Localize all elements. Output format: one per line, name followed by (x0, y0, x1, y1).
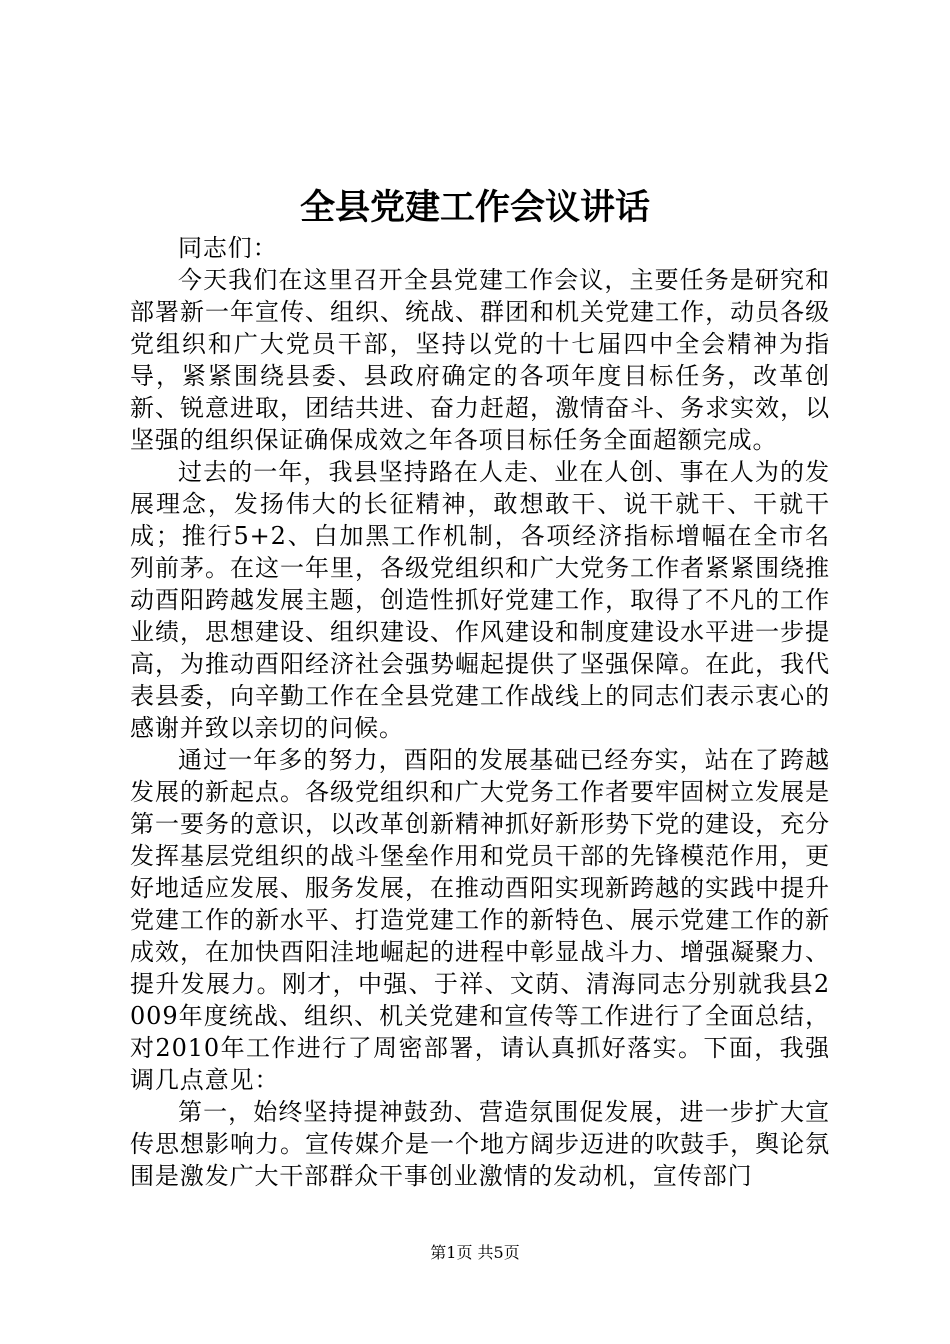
document-title: 全县党建工作会议讲话 (299, 187, 650, 228)
salutation: 同志们： (178, 234, 278, 262)
paragraph: 过去的一年，我县坚持路在人走、业在人创、事在人为的发展理念，发扬伟大的长征精神，敢想敢干、说干就干、干就干成；推行5+2、白加黑工作机制，各项经济指标增幅在全市名列前茅。在这一年里，各级党组织和广大党务工作者紧紧围绕推动酉阳跨越发展主题，创造性抓好党建工作，取得了不凡的工作业绩，思想建设、组织建设、作风建设和制度建设水平进一步提高，为推动酉阳经济社会强势崛起提供了坚强保障。在此，我代表县委，向辛勤工作在全县党建工作战线上的同志们表示衷心的感谢并致以亲切的问候。 (130, 458, 830, 742)
page-footer: 第1页 共5页 (430, 1243, 520, 1262)
paragraph: 第一，始终坚持提神鼓劲、营造氛围促发展，进一步扩大宣传思想影响力。宣传媒介是一个地方阔步迈进的吹鼓手，舆论氛围是激发广大干部群众干事创业激情的发动机，宣传部门 (130, 1098, 830, 1190)
document-body (130, 232, 830, 1192)
paragraph: 通过一年多的努力，酉阳的发展基础已经夯实，站在了跨越发展的新起点。各级党组织和广大党务工作者要牢固树立发展是第一要务的意识，以改革创新精神抓好新形势下党的建设，充分发挥基层党组织的战斗堡垒作用和党员干部的先锋模范作用，更好地适应发展、服务发展，在推动酉阳实现新跨越的实践中提升党建工作的新水平、打造党建工作的新特色、展示党建工作的新成效，在加快酉阳洼地崛起的进程中彰显战斗力、增强凝聚力、提升发展力。刚才，中强、于祥、文荫、清海同志分别就我县2009年度统战、组织、机关党建和宣传等工作进行了全面总结，对2010年工作进行了周密部署，请认真抓好落实。下面，我强调几点意见： (130, 746, 830, 1094)
paragraph: 今天我们在这里召开全县党建工作会议，主要任务是研究和部署新一年宣传、组织、统战、群团和机关党建工作，动员各级党组织和广大党员干部，坚持以党的十七届四中全会精神为指导，紧紧围绕县委、县政府确定的各项年度目标任务，改革创新、锐意进取，团结共进、奋力赶超，激情奋斗、务求实效，以坚强的组织保证确保成效之年各项目标任务全面超额完成。 (130, 266, 830, 454)
